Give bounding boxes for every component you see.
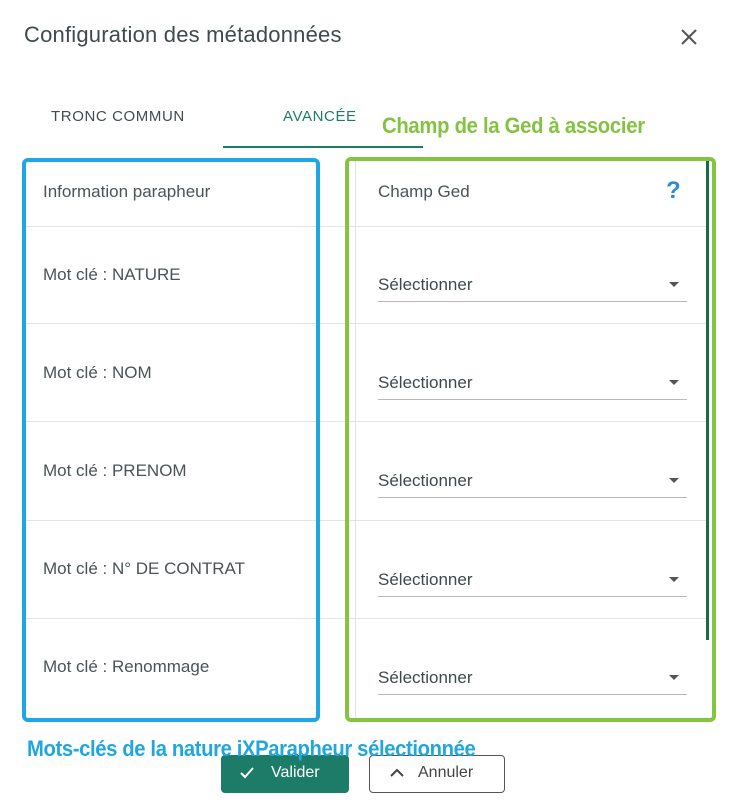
active-tab-indicator: [223, 146, 423, 148]
right-header: Champ Ged: [378, 182, 470, 201]
row-label-nature: Mot clé : NATURE: [43, 265, 181, 284]
dialog-title: Configuration des métadonnées: [24, 22, 342, 47]
tab-avancee[interactable]: AVANCÉE: [283, 108, 357, 125]
row-label-prenom: Mot clé : PRENOM: [43, 461, 187, 480]
left-header: Information parapheur: [43, 182, 211, 201]
select-value: Sélectionner: [378, 570, 473, 589]
select-value: Sélectionner: [378, 373, 473, 392]
annotation-ged-field: Champ de la Ged à associer: [382, 113, 645, 138]
tab-tronc-commun[interactable]: TRONC COMMUN: [51, 108, 185, 125]
cancel-label: Annuler: [418, 764, 474, 781]
select-value: Sélectionner: [378, 471, 473, 490]
check-icon: [239, 765, 255, 781]
help-icon[interactable]: ?: [666, 177, 681, 204]
chevron-up-icon: [388, 764, 406, 782]
annotation-keywords: Mots-clés de la nature iXParapheur sélectionnée: [27, 736, 476, 761]
select-value: Sélectionner: [378, 275, 473, 294]
close-icon[interactable]: [676, 24, 702, 50]
row-label-nom: Mot clé : NOM: [43, 363, 152, 382]
annotation-box-keywords: [22, 158, 320, 722]
row-label-renommage: Mot clé : Renommage: [43, 657, 210, 676]
annotation-box-ged-fields: [345, 157, 716, 722]
select-value: Sélectionner: [378, 668, 473, 687]
row-label-contrat: Mot clé : N° DE CONTRAT: [43, 559, 245, 578]
validate-label: Valider: [271, 764, 320, 781]
